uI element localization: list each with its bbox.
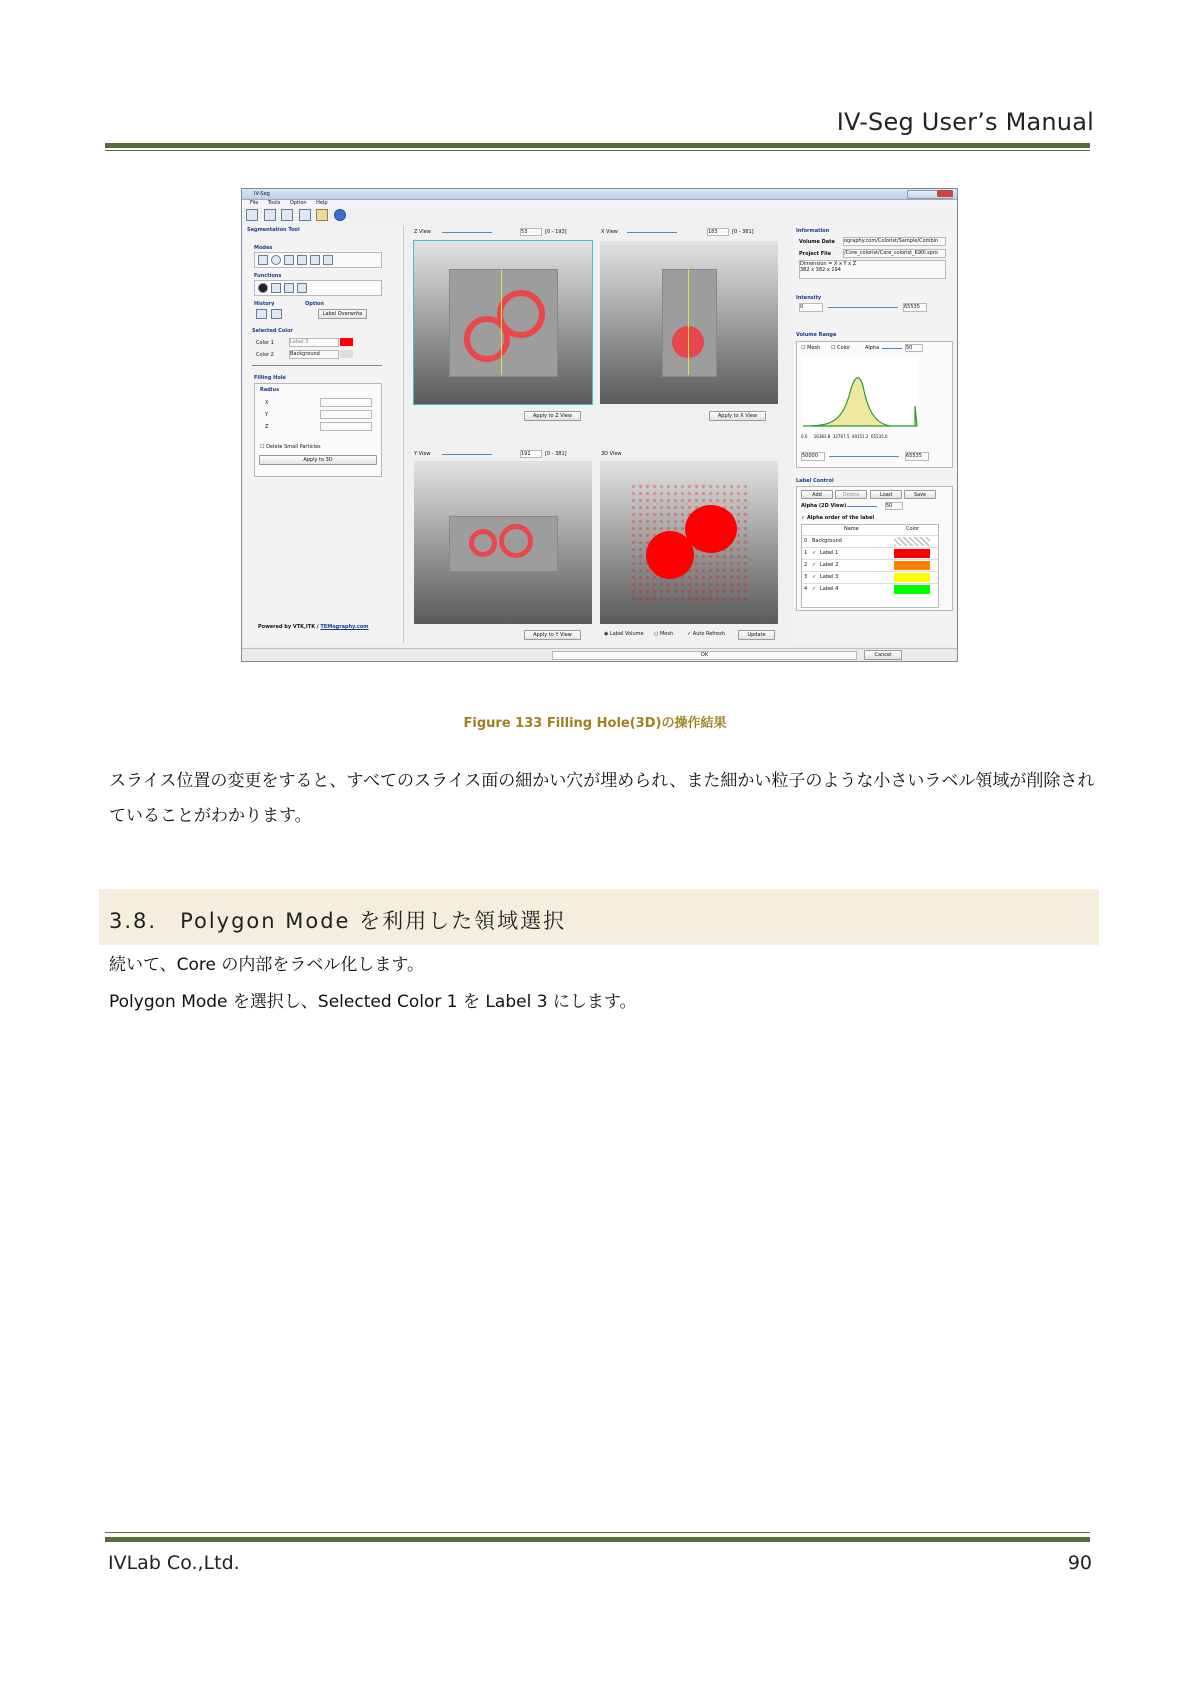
histogram-chart [801, 356, 919, 432]
footer-rule-thin [105, 1532, 1090, 1533]
header-rule-thin [105, 150, 1090, 151]
pen-mode-icon[interactable] [284, 255, 294, 265]
label-color-swatch[interactable] [894, 573, 930, 582]
intensity-min: 0 [800, 304, 804, 310]
circle-mode-icon[interactable] [271, 255, 281, 265]
segmentation-tool-panel [244, 225, 404, 643]
hist-tick-0: 0.0 [801, 434, 808, 439]
label-table-row[interactable] [802, 547, 938, 559]
y-range: [0 - 381] [545, 451, 567, 457]
toolbar [246, 209, 350, 223]
label-index: 4 [804, 586, 808, 592]
color2-select[interactable] [289, 350, 339, 359]
label-volume-label: Label Volume [609, 631, 644, 637]
apply-to-3d-button[interactable]: Apply to 3D [259, 455, 377, 465]
radius-x-label: X [265, 400, 269, 406]
3d-particle-cloud [630, 483, 750, 603]
functions-group [254, 280, 382, 296]
label-index: 1 [804, 550, 808, 556]
label-visible-checkbox[interactable]: ✓ [812, 574, 817, 580]
ok-text: OK [700, 652, 709, 658]
alpha-2d-value: 50 [886, 503, 893, 509]
x-crosshair [688, 269, 689, 375]
color2-swatch [340, 350, 353, 358]
functions-label: Functions [254, 273, 282, 279]
vr-alpha-slider[interactable] [882, 348, 902, 349]
3d-view-label: 3D View [601, 451, 622, 457]
intensity-max-input[interactable] [903, 303, 927, 312]
label-name: Label 4 [820, 586, 839, 592]
page-number: 90 [1067, 1552, 1092, 1574]
radius-x-input[interactable] [320, 398, 372, 407]
apply-to-z-view-button[interactable]: Apply to Z View [524, 411, 581, 421]
paragraph-1-line-2: ていることがわかります。 [109, 806, 312, 826]
alpha-2d-slider[interactable] [847, 506, 877, 507]
alpha-2d-input[interactable] [885, 502, 903, 510]
save-label-button[interactable]: Save [904, 490, 936, 499]
paragraph-2-line-1: 続いて、Core の内部をラベル化します。 [109, 955, 425, 975]
z-range: [0 - 193] [545, 229, 567, 235]
window-titlebar [242, 189, 957, 200]
hist-tick-3: 49151.2 [851, 434, 869, 439]
mesh-label: Mesh [659, 631, 674, 637]
vr-alpha-input[interactable] [905, 344, 923, 352]
apply-to-x-view-button[interactable]: Apply to X View [709, 411, 766, 421]
paragraph-2-line-2: Polygon Mode を選択し、Selected Color 1 を Label 3 にします。 [109, 992, 637, 1012]
vr-mesh-label: Mesh [807, 345, 821, 351]
modes-label: Modes [254, 245, 273, 251]
label-visible-checkbox[interactable]: ✓ [812, 586, 817, 592]
histogram-ticks [801, 434, 926, 439]
z-crosshair [501, 269, 502, 375]
arrow-mode-icon[interactable] [258, 255, 268, 265]
paragraph-1-line-1: スライス位置の変更をすると、すべてのスライス面の細かい穴が埋められ、また細かい粒子のような小さいラベル領域が削除され [109, 771, 1095, 791]
label-table-row[interactable] [802, 559, 938, 571]
hist-tick-4: 65535.0 [871, 434, 888, 439]
redo-icon[interactable] [271, 309, 282, 319]
powered-by-label: Powered by VTK,ITK / [258, 624, 319, 630]
vr-color-checkbox[interactable]: ☐ Color [831, 345, 851, 351]
x-range: [0 - 381] [732, 229, 754, 235]
filling-hole-label: Filling Hole [254, 375, 286, 381]
window-title: IV-Seg [254, 191, 270, 197]
y-view-label: Y View [414, 451, 431, 457]
divider [252, 365, 382, 366]
progress-field [552, 651, 857, 660]
label-table-row[interactable] [802, 583, 938, 595]
label-name: Label 2 [820, 562, 839, 568]
range-max-input[interactable] [905, 452, 929, 461]
mesh-radio[interactable]: ○ Mesh [654, 631, 674, 637]
color1-swatch [340, 338, 353, 346]
load-label-button[interactable]: Load [870, 490, 902, 499]
label-overwrite-button[interactable]: Label Overwrite [318, 309, 367, 319]
col-name-header: Name [844, 526, 859, 532]
range-max: 65535 [906, 453, 922, 459]
intensity-label: Intensity [796, 295, 822, 301]
x-value-input[interactable] [707, 228, 729, 236]
option-label: Option [305, 301, 324, 307]
modes-group [254, 252, 382, 268]
label-color-swatch[interactable] [894, 537, 930, 546]
range-min-input[interactable] [801, 452, 825, 461]
volume-range-group [796, 341, 953, 468]
z-view-panel[interactable] [414, 241, 592, 404]
range-slider[interactable] [829, 456, 899, 457]
color1-select[interactable] [289, 338, 339, 347]
fill-function-icon[interactable] [258, 283, 268, 293]
info-icon[interactable] [334, 209, 346, 221]
label-index: 2 [804, 562, 808, 568]
particles-icon[interactable] [297, 283, 307, 293]
wand-mode-icon[interactable] [297, 255, 307, 265]
x-value: 183 [708, 229, 718, 235]
filling-hole-group [254, 383, 382, 477]
delete-small-particles-checkbox[interactable]: ☐ Delete Small Particles [260, 444, 321, 450]
label-table-row[interactable] [802, 571, 938, 583]
rect-mode-icon[interactable] [310, 255, 320, 265]
x-slice-image [662, 269, 717, 377]
menu-help[interactable]: Help [316, 200, 328, 206]
project-file-value: /Core_colorist/Core_colorist_K90l.spro [844, 250, 938, 256]
auto-refresh-checkbox[interactable]: ✓ Auto Refresh [687, 631, 725, 637]
information-label: Information [796, 228, 830, 234]
x-view-panel[interactable] [600, 241, 778, 404]
auto-refresh-label: Auto Refresh [692, 631, 725, 637]
radius-y-label: Y [265, 412, 269, 418]
menu-file[interactable]: File [250, 200, 259, 206]
alpha-2d-label: Alpha (2D View) [801, 503, 847, 509]
range-min: 50000 [802, 453, 818, 459]
z-slider[interactable] [442, 232, 492, 233]
y-label-ring-1 [469, 529, 497, 557]
close-icon[interactable] [937, 190, 953, 197]
radius-label: Radius [260, 387, 280, 393]
label-table [801, 524, 939, 608]
selected-color-label: Selected Color [252, 328, 293, 334]
color1-value: Label 3 [290, 339, 309, 345]
label-control-group [796, 486, 953, 611]
apply-to-y-view-button[interactable]: Apply to Y View [524, 630, 581, 640]
add-label-button[interactable]: Add [801, 490, 833, 499]
color2-value: Background [290, 351, 320, 357]
label-control-label: Label Control [796, 478, 834, 484]
label-color-swatch[interactable] [894, 549, 930, 558]
intensity-max: 65535 [904, 304, 920, 310]
col-color-header: Color [906, 526, 920, 532]
z-view-label: Z View [414, 229, 431, 235]
vr-alpha-label: Alpha [865, 345, 880, 351]
label-color-swatch[interactable] [894, 585, 930, 594]
label-visible-checkbox[interactable]: ✓ [812, 550, 817, 556]
undo-icon[interactable] [256, 309, 267, 319]
info-panel [793, 225, 956, 643]
z-value-input[interactable] [520, 228, 542, 236]
section-heading: 3.8. Polygon Mode を利用した領域選択 [109, 909, 567, 933]
horizontal-arrows-icon[interactable] [271, 283, 281, 293]
history-label: History [254, 301, 275, 307]
footer-rule [105, 1537, 1090, 1542]
menu-bar [242, 200, 957, 208]
export-icon[interactable] [299, 209, 311, 221]
save-as-icon[interactable] [281, 209, 293, 221]
dimension-box [799, 260, 946, 279]
dimension-value: 382 x 382 x 194 [800, 267, 841, 273]
volume-data-label: Volume Data [799, 239, 835, 245]
intensity-min-input[interactable] [799, 303, 823, 312]
volume-data-value: ography.com/Colorist/Sample/Combin [844, 238, 939, 244]
copy-mode-icon[interactable] [323, 255, 333, 265]
figure-caption: Figure 133 Filling Hole(3D)の操作結果 [463, 716, 727, 731]
manual-icon[interactable] [316, 209, 328, 221]
volume-range-label: Volume Range [796, 332, 837, 338]
hist-tick-1: 16383.8 [813, 434, 831, 439]
label-table-row[interactable] [802, 535, 938, 547]
label-volume-radio[interactable]: ◉ Label Volume [604, 631, 644, 637]
radius-z-input[interactable] [320, 422, 372, 431]
save-icon[interactable] [264, 209, 276, 221]
label-name: Label 3 [820, 574, 839, 580]
y-value-input[interactable] [520, 450, 542, 458]
footer-company: IVLab Co.,Ltd. [108, 1552, 240, 1574]
dimension-label: Dimension = X x Y x Z [800, 261, 857, 267]
radius-y-input[interactable] [320, 410, 372, 419]
label-index: 3 [804, 574, 808, 580]
alpha-order-label: Alpha order of the label [806, 515, 875, 521]
delete-label-button[interactable]: Delete [835, 490, 867, 499]
color1-label: Color 1 [256, 340, 274, 346]
project-file-label: Project File [799, 251, 831, 257]
status-bar [242, 648, 957, 661]
app-screenshot [241, 188, 958, 662]
color2-label: Color 2 [256, 352, 274, 358]
volume-data-field[interactable] [843, 237, 946, 246]
vr-mesh-checkbox[interactable]: ☐ Mesh [801, 345, 821, 351]
x-view-label: X View [601, 229, 618, 235]
delete-small-particles-label: Delete Small Particles [266, 444, 321, 450]
label-name: Background [812, 538, 842, 544]
header-rule [105, 143, 1090, 148]
y-slider[interactable] [442, 454, 492, 455]
label-color-swatch[interactable] [894, 561, 930, 570]
powered-by [258, 624, 369, 630]
3d-view-panel[interactable] [600, 461, 778, 624]
x-slider[interactable] [627, 232, 677, 233]
vr-alpha-value: 50 [906, 345, 913, 351]
cancel-button[interactable]: Cancel [864, 650, 902, 660]
z-label-ring-2 [497, 290, 545, 338]
y-view-panel[interactable] [414, 461, 592, 624]
radius-z-label: Z [265, 424, 269, 430]
label-name: Label 1 [820, 550, 839, 556]
y-value: 191 [521, 451, 531, 457]
label-visible-checkbox[interactable]: ✓ [812, 562, 817, 568]
brand-link[interactable]: TEMography.com [320, 624, 369, 630]
update-button[interactable]: Update [738, 630, 775, 640]
document-header-title: IV-Seg User’s Manual [836, 108, 1094, 136]
project-file-field[interactable] [843, 249, 946, 258]
hist-tick-2: 32767.5 [832, 434, 850, 439]
intensity-slider[interactable] [828, 307, 898, 308]
open-icon[interactable] [246, 209, 258, 221]
menu-option[interactable]: Option [289, 200, 307, 206]
alpha-order-checkbox[interactable]: ✓ Alpha order of the label [801, 515, 875, 521]
label-index: 0 [804, 538, 808, 544]
panel-title: Segmentation Tool [247, 227, 300, 233]
menu-tools[interactable]: Tools [267, 200, 281, 206]
vertical-arrows-icon[interactable] [284, 283, 294, 293]
vr-color-label: Color [837, 345, 851, 351]
y-label-ring-2 [499, 524, 533, 558]
z-value: 53 [521, 229, 528, 235]
